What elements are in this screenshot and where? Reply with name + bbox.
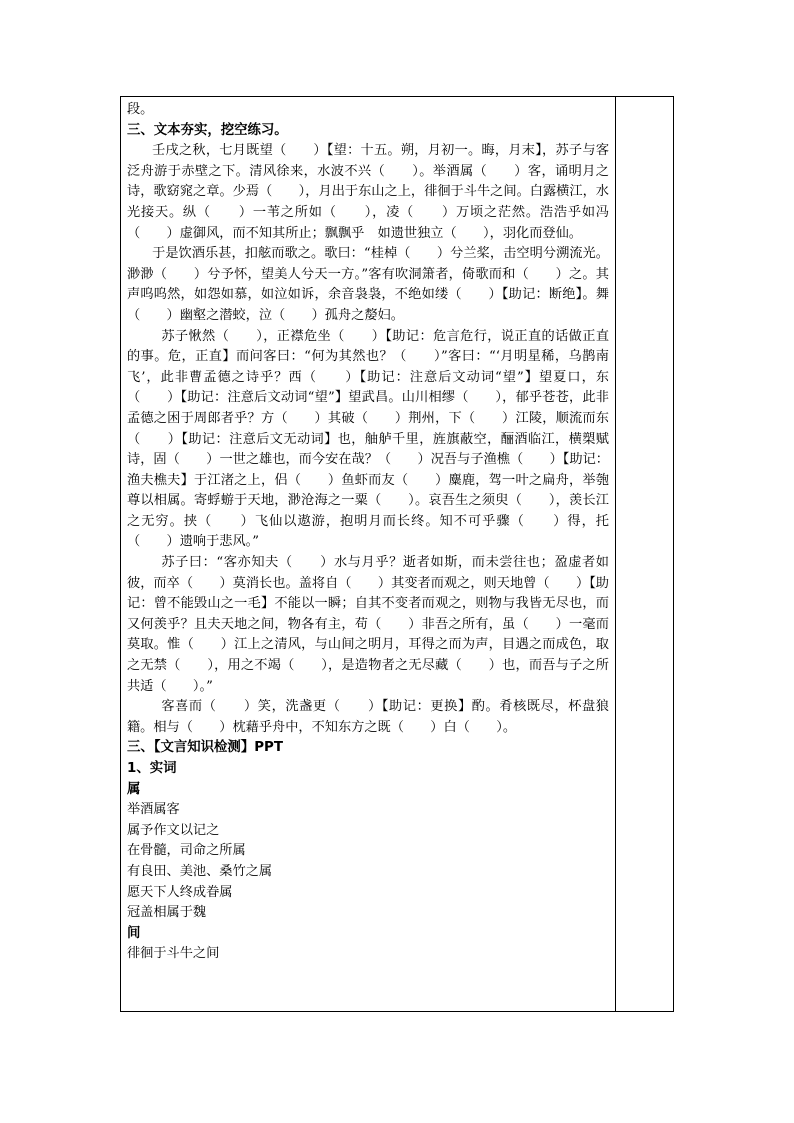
paragraph-3: 苏子愀然（ ），正襟危坐（ ）【助记：危言危行，说正直的话做正直的事。危，正直】而问客曰：“何为其然也？（ ）”客曰：“‘月明星稀，乌鹊南飞’，此非曹孟德之诗乎？西（ ）【助记：注意后文动词“望”】望夏口，东（ ）【助记：注意后文动词“望”】望武昌。山川相缪（ ），郁乎苍苍，此非孟德之困于周郎者乎？方（ ）其破（ ）荆州，下（ ）江陵，顺流而东（ ）【助记：注意后文无动词】也，舳舻千里，旌旗蔽空，酾酒临江，横槊赋诗，固（ ）一世之雄也，而今安在哉？（ ）况吾与子渔樵（ ）【助记：渔夫樵夫】于江渚之上，侣（ ）鱼虾而友（ ）麋鹿，驾一叶之扁舟，举匏尊以相属。寄蜉蝣于天地，渺沧海之一粟（ ）。哀吾生之须臾（ ），羡长江之无穷。挟（ ）飞仙以遨游，抱明月而长终。知不可乎骤（ ）得，托（ ）遗响于悲风。” <box>127 328 609 550</box>
list-item: 属予作文以记之 <box>127 822 220 838</box>
paragraph-2: 于是饮酒乐甚，扣舷而歌之。歌曰：“桂棹（ ）兮兰桨，击空明兮溯流光。渺渺（ ）兮予怀，望美人兮天一方。”客有吹洞箫者，倚歌而和（ ）之。其声呜呜然，如怨如慕，如泣如诉，余音袅袅，不绝如缕（ ）【助记：断绝】。舞（ ）幽壑之潜蛟，泣（ ）孤舟之嫠妇。 <box>127 246 609 323</box>
list-item: 冠盖相属于魏 <box>127 905 207 921</box>
list-item: 举酒属客 <box>127 802 180 818</box>
list-item: 愿天下人终成眷属 <box>127 884 233 900</box>
list-item: 在骨髓，司命之所属 <box>127 843 246 859</box>
list-item: 徘徊于斗牛之间 <box>127 946 220 962</box>
paragraph-4: 苏子曰：“客亦知夫（ ）水与月乎？逝者如斯，而未尝往也；盈虚者如彼，而卒（ ）莫消长也。盖将自（ ）其变者而观之，则天地曾（ ）【助记：曾不能毁山之一毛】不能以一瞬；自其不变者而观之，则物与我皆无尽也，而又何羡乎？且夫天地之间，物各有主，苟（ ）非吾之所有，虽（ ）一毫而莫取。惟（ ）江上之清风，与山间之明月，耳得之而为声，目遇之而成色，取之无禁（ ），用之不竭（ ），是造物者之无尽藏（ ）也，而吾与子之所共适（ ）。” <box>127 555 609 694</box>
list-item: 有良田、美池、桑竹之属 <box>127 863 273 879</box>
section-title-knowledge-check: 三、【文言知识检测】PPT <box>127 740 283 756</box>
paragraph-1: 壬戌之秋，七月既望（ ）【望：十五。朔，月初一。晦，月末】，苏子与客泛舟游于赤壁之下。清风徐来，水波不兴（ ）。举酒属（ ）客，诵明月之诗，歌窈窕之章。少焉（ ），月出于东山之上，徘徊于斗牛之间。白露横江，水光接天。纵（ ）一苇之所如（ ），凌（ ）万顷之茫然。浩浩乎如冯（ ）虚御风，而不知其所止；飘飘乎 如遗世独立（ ），羽化而登仙。 <box>127 143 609 241</box>
section-title-text-practice: 三、文本夯实，挖空练习。 <box>127 122 288 138</box>
subsection-title-content-words: 1、实词 <box>127 761 177 776</box>
word-heading-shu: 属 <box>127 781 141 797</box>
content-cell <box>127 100 609 965</box>
lesson-table <box>120 96 674 1012</box>
line-fragment: 段。 <box>127 102 154 117</box>
paragraph-5: 客喜而（ ）笑，洗盏更（ ）【助记：更换】酌。肴核既尽，杯盘狼籍。相与（ ）枕藉乎舟中，不知东方之既（ ）白（ ）。 <box>127 699 609 735</box>
word-heading-jian: 间 <box>127 925 141 941</box>
notes-column-divider <box>615 97 616 1011</box>
